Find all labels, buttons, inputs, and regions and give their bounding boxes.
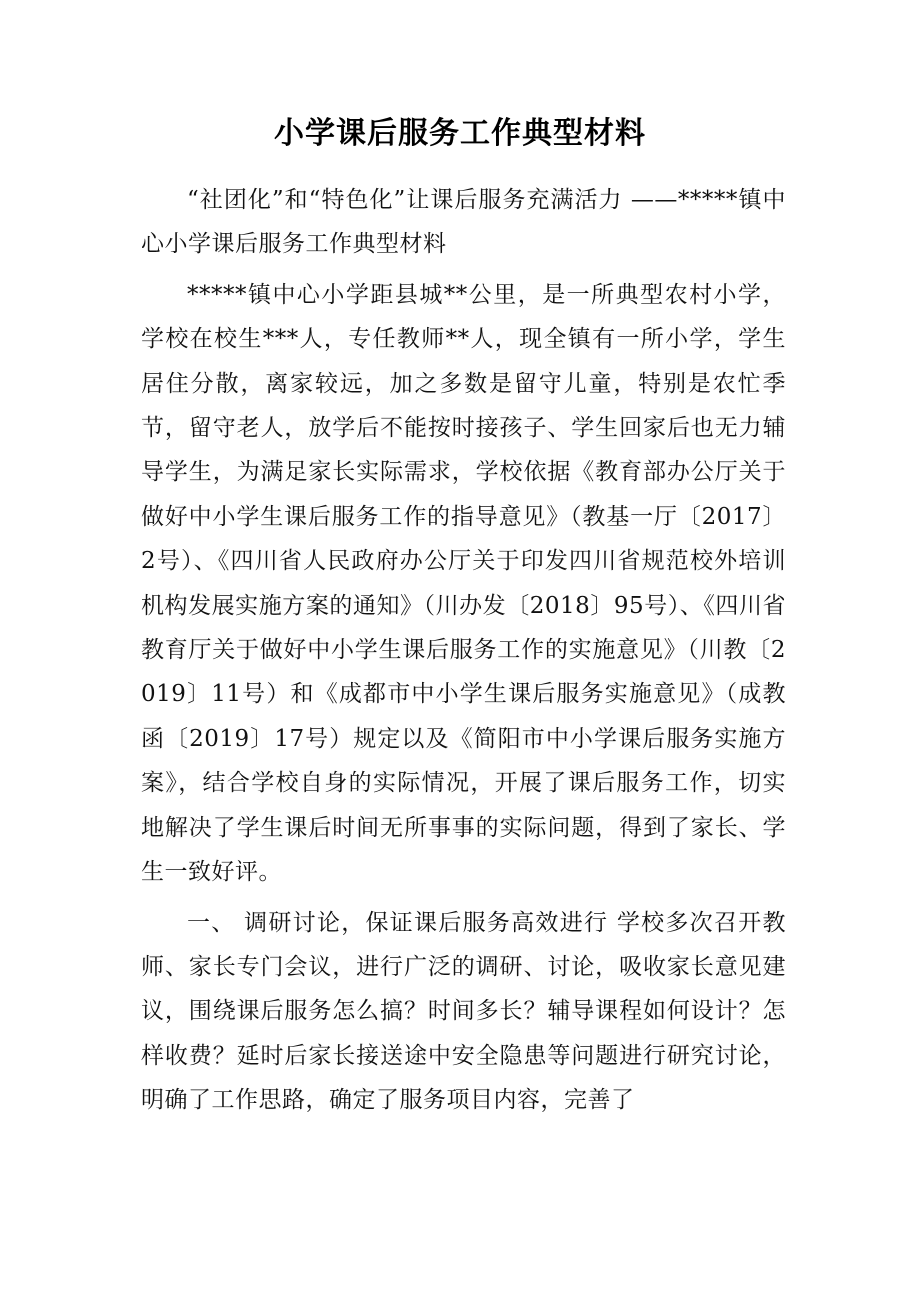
- subtitle-paragraph: “社团化”和“特色化”让课后服务充满活力 ——*****镇中心小学课后服务工作典型材料: [141, 187, 786, 258]
- document-title: 小学课后服务工作典型材料: [274, 116, 646, 151]
- document-body: [141, 178, 786, 1129]
- section-one-paragraph: 一、 调研讨论，保证课后服务高效进行 学校多次召开教师、家长专门会议，进行广泛的调研、讨论，吸收家长意见建议，围绕课后服务怎么搞？时间多长？辅导课程如何设计？怎样收费？延时后家长接送途中安全隐患等问题进行研究讨论，明确了工作思路，确定了服务项目内容，完善了: [141, 909, 786, 1114]
- intro-paragraph: *****镇中心小学距县城**公里，是一所典型农村小学，学校在校生***人，专任教师**人，现全镇有一所小学，学生居住分散，离家较远，加之多数是留守儿童，特别是农忙季节，留守老人，放学后不能按时接孩子、学生回家后也无力辅导学生，为满足家长实际需求，学校依据《教育部办公厅关于做好中小学生课后服务工作的指导意见》（教基一厅〔2017〕2号）、《四川省人民政府办公厅关于印发四川省规范校外培训机构发展实施方案的通知》（川办发〔2018〕95号）、《四川省教育厅关于做好中小学生课后服务工作的实施意见》（川教〔2019〕11号）和《成都市中小学生课后服务实施意见》（成教函〔2019〕17号）规定以及《简阳市中小学课后服务实施方案》，结合学校自身的实际情况，开展了课后服务工作，切实地解决了学生课后时间无所事事的实际问题，得到了家长、学生一致好评。: [141, 281, 786, 886]
